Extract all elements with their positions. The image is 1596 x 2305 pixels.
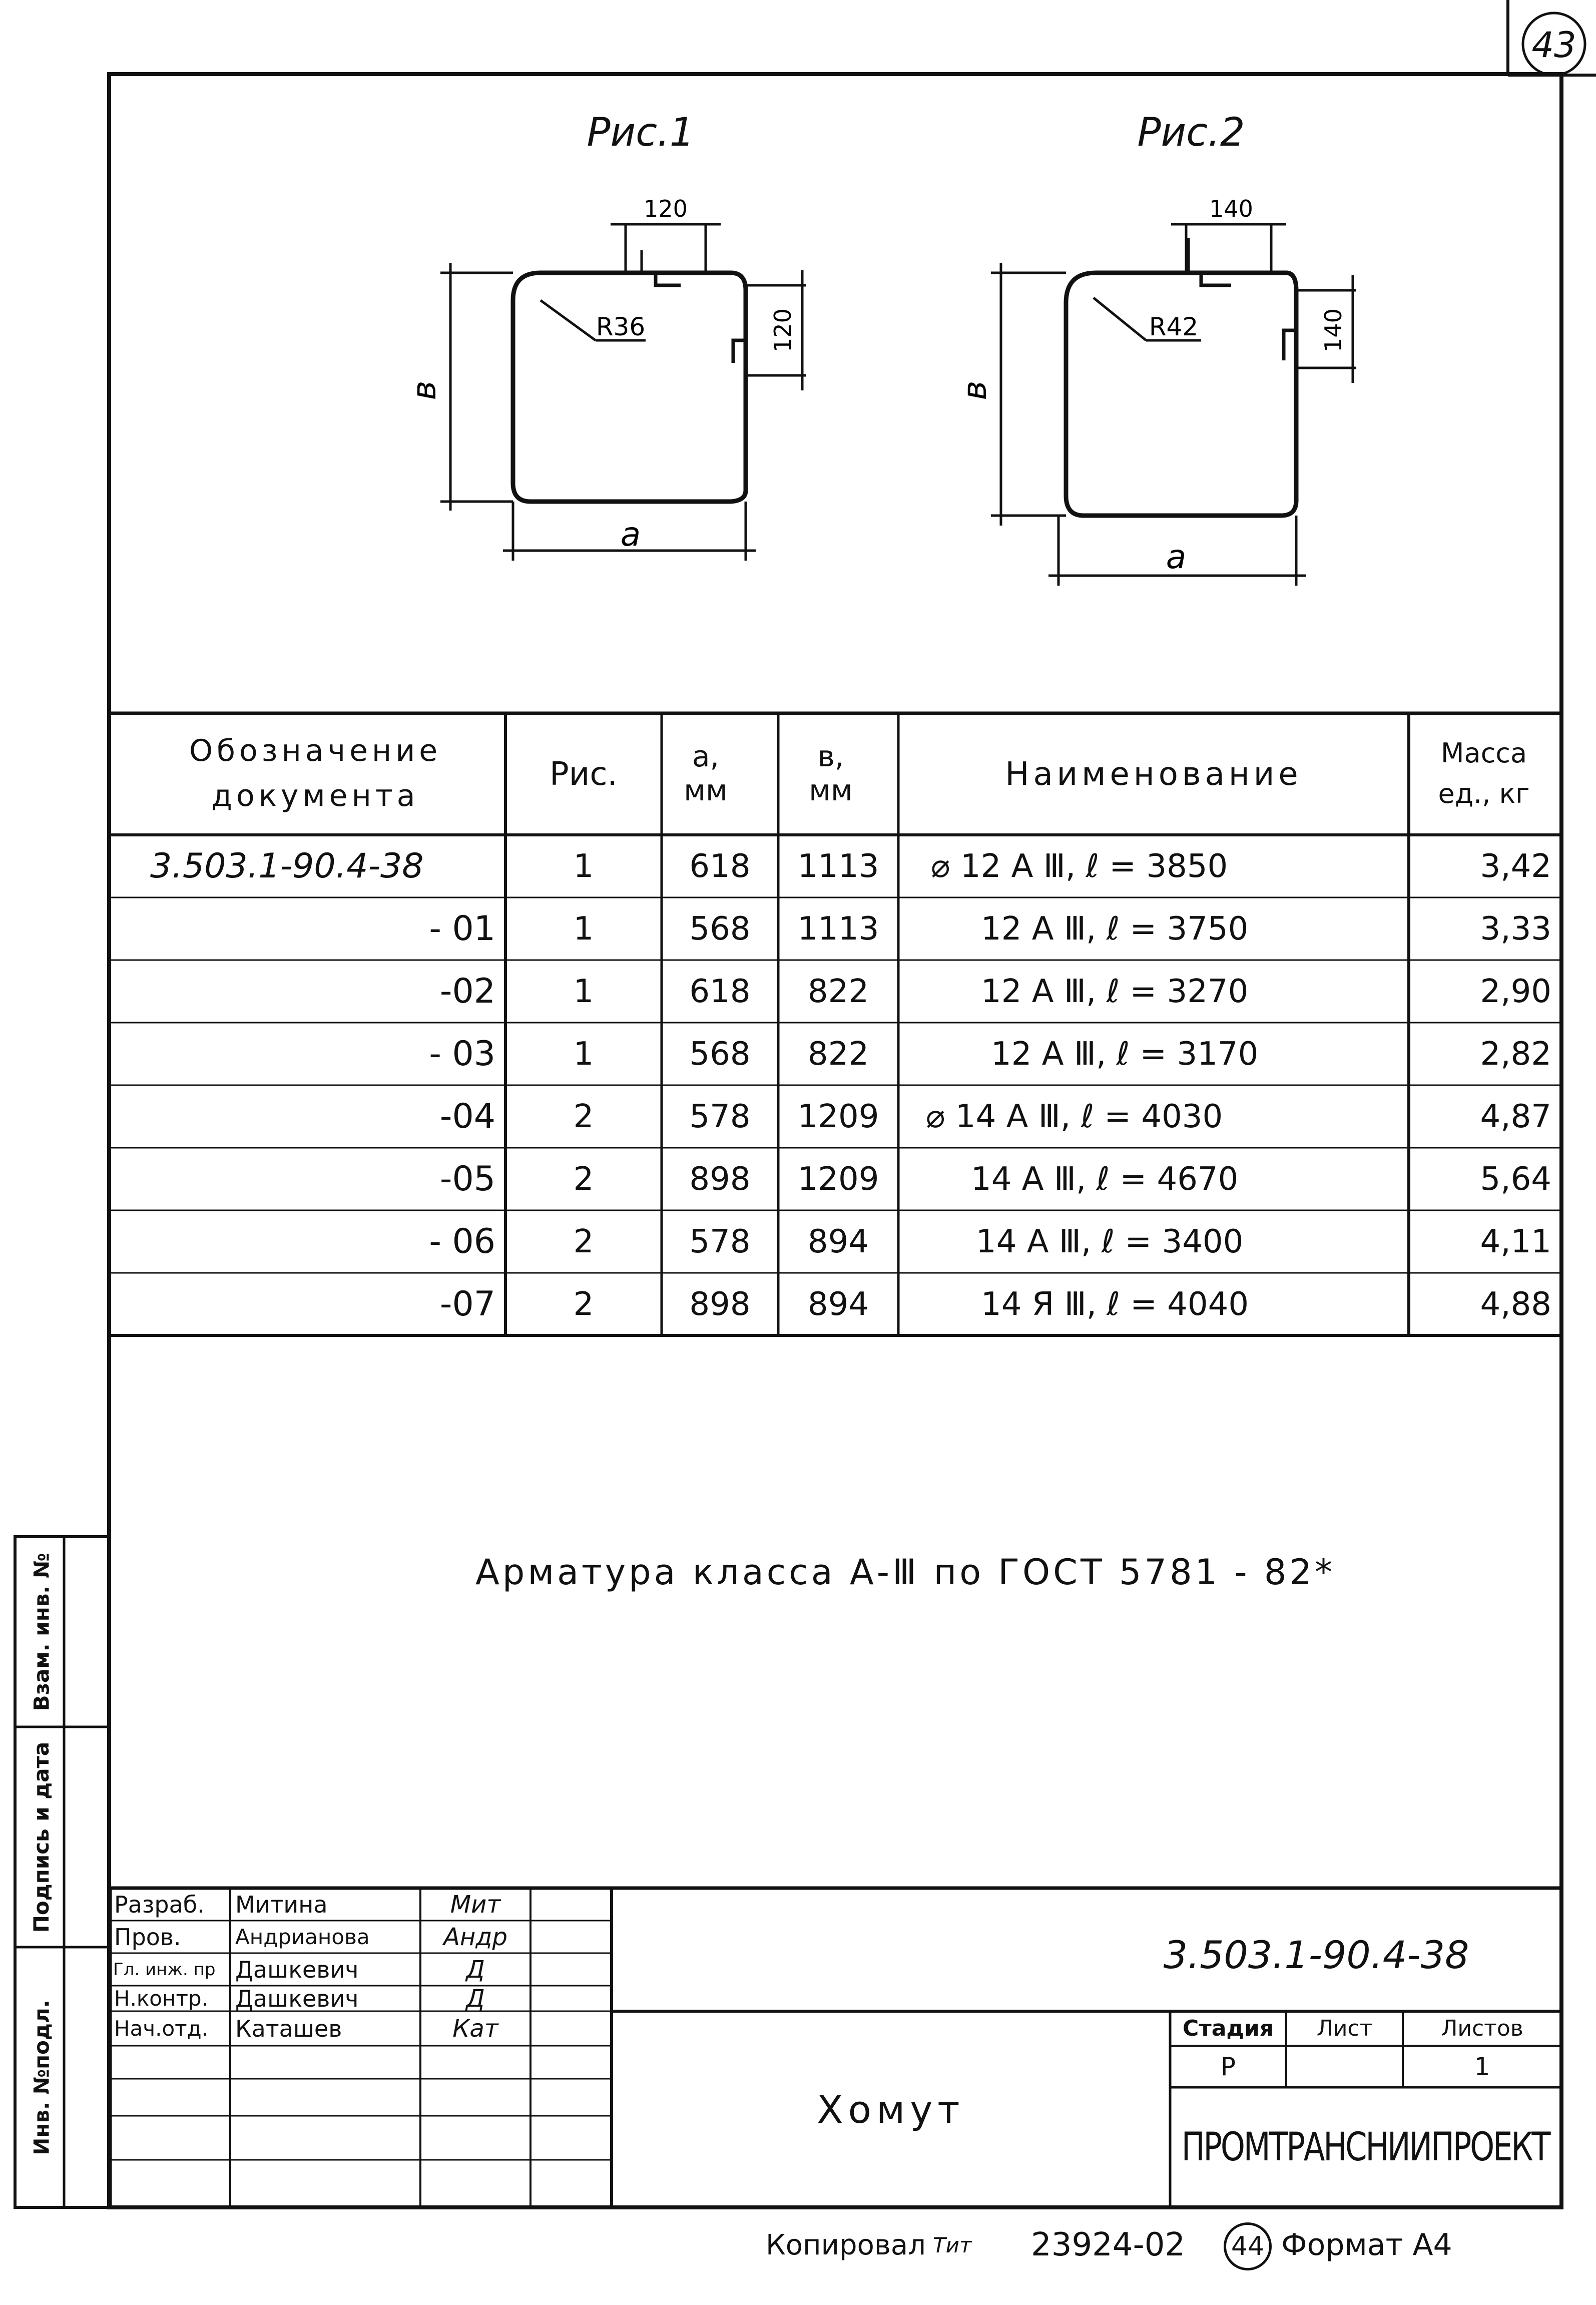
table-row-mass: 4,11 xyxy=(1480,1223,1551,1260)
organization: ПРОМТРАНСНИИПРОЕКТ xyxy=(1181,2125,1549,2170)
table-row-fig: 2 xyxy=(573,1285,594,1323)
table-row-name: 14 A Ⅲ, ℓ = 3400 xyxy=(976,1223,1244,1260)
drawing-title: Хомут xyxy=(817,2087,965,2132)
table-row-designation: - 06 xyxy=(429,1222,495,1261)
table-row-b: 1209 xyxy=(797,1098,879,1135)
table-row-a: 618 xyxy=(689,973,751,1010)
table-row-b: 822 xyxy=(807,973,869,1010)
figure-2-dim-right: 140 xyxy=(1320,308,1347,352)
header-b: в, мм xyxy=(809,739,853,807)
figure-1-dim-top: 120 xyxy=(644,195,688,222)
title-role: Нач.отд. xyxy=(114,2016,209,2041)
figure-2-dim-a: a xyxy=(1166,538,1187,576)
table-row-mass: 4,88 xyxy=(1480,1285,1551,1323)
figure-1-dim-a: a xyxy=(620,515,641,554)
footer-copied-label: Копировал xyxy=(766,2228,926,2261)
table-row-designation: 3.503.1-90.4-38 xyxy=(150,846,424,886)
signature: Д xyxy=(466,1984,485,2013)
table-row-fig: 1 xyxy=(573,847,594,885)
figure-2-title: Рис.2 xyxy=(1137,110,1245,155)
reinforcement-note: Арматура класса А-Ⅲ по ГОСТ 5781 - 82* xyxy=(475,1552,1335,1593)
table-row-a: 618 xyxy=(689,847,751,885)
header-fig: Рис. xyxy=(550,755,618,793)
title-role: Пров. xyxy=(114,1923,181,1951)
title-role: Разраб. xyxy=(114,1891,205,1918)
table-row-mass: 3,33 xyxy=(1480,910,1551,948)
title-person: Каташев xyxy=(235,2015,342,2042)
figure-2-drawing xyxy=(955,190,1391,591)
signature: Д xyxy=(466,1955,485,1984)
table-row-name: 12 A Ⅲ, ℓ = 3170 xyxy=(991,1035,1259,1073)
table-row-b: 822 xyxy=(807,1035,869,1073)
figure-2-dim-top: 140 xyxy=(1209,195,1253,222)
figure-1-drawing xyxy=(405,190,841,591)
table-row-name: 12 A Ⅲ, ℓ = 3270 xyxy=(981,973,1249,1010)
title-person: Дашкевич xyxy=(235,1985,359,2012)
title-role: Н.контр. xyxy=(114,1986,208,2011)
header-a: a, мм xyxy=(684,739,728,807)
table-row-name: 12 A Ⅲ, ℓ = 3750 xyxy=(981,910,1249,948)
table-row-designation: - 01 xyxy=(429,909,495,949)
doc-code: 3.503.1-90.4-38 xyxy=(1163,1932,1469,1977)
table-row-mass: 2,82 xyxy=(1480,1035,1551,1073)
figure-1-title: Рис.1 xyxy=(587,110,695,155)
figure-1-dim-right: 120 xyxy=(769,308,796,352)
table-row-mass: 4,87 xyxy=(1480,1098,1551,1135)
stamp-vzam-inv: Взам. инв. № xyxy=(29,1553,54,1711)
table-row-designation: -04 xyxy=(439,1097,495,1136)
table-row-a: 568 xyxy=(689,910,751,948)
figure-1-radius: R36 xyxy=(596,312,646,341)
signature: Мит xyxy=(450,1890,501,1919)
table-row-name: ⌀ 12 A Ⅲ, ℓ = 3850 xyxy=(931,847,1228,885)
table-row-designation: -07 xyxy=(439,1284,495,1324)
table-row-a: 898 xyxy=(689,1160,751,1198)
table-row-designation: -05 xyxy=(439,1159,495,1199)
table-row-a: 898 xyxy=(689,1285,751,1323)
footer-copied-signature: Тит xyxy=(932,2232,972,2257)
table-row-mass: 3,42 xyxy=(1480,847,1551,885)
table-row-fig: 2 xyxy=(573,1223,594,1260)
table-row-a: 578 xyxy=(689,1098,751,1135)
table-row-b: 1113 xyxy=(797,847,879,885)
sheet-value xyxy=(1286,2046,1403,2087)
table-row-a: 568 xyxy=(689,1035,751,1073)
table-row-b: 1209 xyxy=(797,1160,879,1198)
table-row-designation: - 03 xyxy=(429,1034,495,1074)
table-row-fig: 1 xyxy=(573,910,594,948)
table-row-fig: 2 xyxy=(573,1160,594,1198)
table-row-name: 14 A Ⅲ, ℓ = 4670 xyxy=(971,1160,1239,1198)
signature: Андр xyxy=(443,1923,507,1951)
title-person: Дашкевич xyxy=(235,1956,359,1983)
stage-label: Стадия xyxy=(1182,2016,1274,2041)
table-row-mass: 5,64 xyxy=(1480,1160,1551,1198)
stamp-podpis-data: Подпись и дата xyxy=(29,1741,54,1933)
table-row-designation: -02 xyxy=(439,972,495,1011)
footer-copy-number: 23924-02 xyxy=(1031,2226,1186,2263)
table-row-b: 894 xyxy=(807,1285,869,1323)
table-row-name: ⌀ 14 A Ⅲ, ℓ = 4030 xyxy=(926,1098,1223,1135)
sheets-label: Листов xyxy=(1441,2016,1523,2041)
stage-value: Р xyxy=(1220,2052,1236,2081)
footer-page-circle: 44 xyxy=(1224,2222,1272,2270)
header-designation: Обозначение документа xyxy=(189,733,442,813)
signature: Кат xyxy=(452,2014,498,2043)
header-mass: Масса ед., кг xyxy=(1438,737,1530,809)
figure-2-dim-b: в xyxy=(955,380,994,400)
sheet-label: Лист xyxy=(1316,2016,1373,2041)
table-row-a: 578 xyxy=(689,1223,751,1260)
sheets-value: 1 xyxy=(1474,2052,1490,2081)
table-row-fig: 1 xyxy=(573,1035,594,1073)
table-row-name: 14 Я Ⅲ, ℓ = 4040 xyxy=(981,1285,1249,1323)
figure-1-dim-b: в xyxy=(405,380,443,400)
footer-copied xyxy=(766,2222,1046,2267)
table-row-mass: 2,90 xyxy=(1480,973,1551,1010)
table-row-b: 1113 xyxy=(797,910,879,948)
sheet-number: 43 xyxy=(1531,25,1576,66)
header-name: Наименование xyxy=(1005,755,1302,793)
table-row-fig: 1 xyxy=(573,973,594,1010)
title-person: Андрианова xyxy=(235,1925,370,1949)
stamp-inv-podl: Инв. №подл. xyxy=(29,1999,54,2155)
title-role: Гл. инж. пр xyxy=(113,1959,216,1980)
table-row-b: 894 xyxy=(807,1223,869,1260)
title-person: Митина xyxy=(235,1891,328,1918)
figure-2-radius: R42 xyxy=(1149,312,1199,341)
footer-format: Формат А4 xyxy=(1281,2227,1452,2262)
table-row-fig: 2 xyxy=(573,1098,594,1135)
